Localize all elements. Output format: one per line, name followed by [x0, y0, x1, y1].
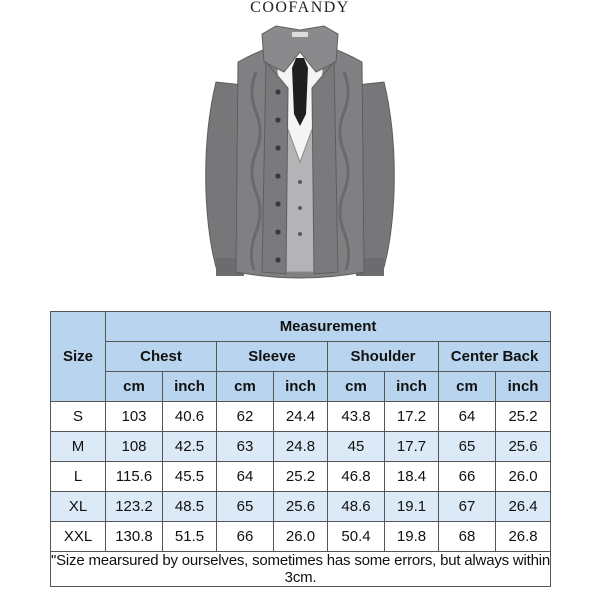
size-cell: S — [51, 402, 106, 432]
header-row-groups — [51, 342, 551, 372]
size-cell: XXL — [51, 522, 106, 552]
table-cell: 48.5 — [163, 492, 217, 522]
table-cell: 45 — [328, 432, 385, 462]
table-cell: 26.0 — [274, 522, 328, 552]
unit-header: inch — [496, 372, 551, 402]
size-note: "Size mearsured by ourselves, sometimes has some errors, but always within 3cm. — [51, 552, 551, 586]
table-row — [51, 492, 551, 522]
unit-header: cm — [328, 372, 385, 402]
table-cell: 48.6 — [328, 492, 385, 522]
table-cell: 17.2 — [385, 402, 439, 432]
table-cell: 42.5 — [163, 432, 217, 462]
table-cell: 66 — [439, 462, 496, 492]
group-header-chest: Chest — [106, 342, 217, 372]
table-cell: 26.0 — [496, 462, 551, 492]
table-cell: 65 — [439, 432, 496, 462]
table-cell: 115.6 — [106, 462, 163, 492]
table-cell: 24.4 — [274, 402, 328, 432]
size-cell: L — [51, 462, 106, 492]
unit-header: inch — [163, 372, 217, 402]
size-header: Size — [51, 312, 106, 402]
size-cell: XL — [51, 492, 106, 522]
table-cell: 19.8 — [385, 522, 439, 552]
unit-header: inch — [274, 372, 328, 402]
table-cell: 62 — [217, 402, 274, 432]
table-cell: 18.4 — [385, 462, 439, 492]
table-cell: 25.2 — [274, 462, 328, 492]
table-row — [51, 462, 551, 492]
unit-header: cm — [439, 372, 496, 402]
product-image — [196, 22, 404, 294]
table-cell: 51.5 — [163, 522, 217, 552]
table-cell: 64 — [217, 462, 274, 492]
table-cell: 67 — [439, 492, 496, 522]
group-header-sleeve: Sleeve — [217, 342, 328, 372]
table-cell: 64 — [439, 402, 496, 432]
table-row — [51, 402, 551, 432]
table-cell: 45.5 — [163, 462, 217, 492]
table-cell: 26.4 — [496, 492, 551, 522]
table-cell: 25.2 — [496, 402, 551, 432]
table-cell: 25.6 — [496, 432, 551, 462]
brand-logo: COOFANDY — [250, 0, 350, 16]
table-cell: 123.2 — [106, 492, 163, 522]
unit-header: cm — [106, 372, 163, 402]
table-cell: 68 — [439, 522, 496, 552]
unit-header: inch — [385, 372, 439, 402]
table-cell: 50.4 — [328, 522, 385, 552]
measurement-header: Measurement — [106, 312, 551, 342]
table-cell: 25.6 — [274, 492, 328, 522]
table-row — [51, 522, 551, 552]
table-cell: 103 — [106, 402, 163, 432]
table-cell: 63 — [217, 432, 274, 462]
group-header-center-back: Center Back — [439, 342, 551, 372]
table-cell: 19.1 — [385, 492, 439, 522]
table-cell: 26.8 — [496, 522, 551, 552]
header-row-units — [51, 372, 551, 402]
table-cell: 17.7 — [385, 432, 439, 462]
header-row-measurement — [51, 312, 551, 342]
table-cell: 108 — [106, 432, 163, 462]
table-cell: 130.8 — [106, 522, 163, 552]
table-cell: 46.8 — [328, 462, 385, 492]
cardigan-illustration — [196, 22, 404, 294]
table-cell: 24.8 — [274, 432, 328, 462]
table-cell: 43.8 — [328, 402, 385, 432]
size-cell: M — [51, 432, 106, 462]
size-chart-table — [50, 311, 551, 587]
table-cell: 65 — [217, 492, 274, 522]
table-row — [51, 432, 551, 462]
unit-header: cm — [217, 372, 274, 402]
table-cell: 66 — [217, 522, 274, 552]
group-header-shoulder: Shoulder — [328, 342, 439, 372]
table-cell: 40.6 — [163, 402, 217, 432]
note-row — [51, 552, 551, 587]
